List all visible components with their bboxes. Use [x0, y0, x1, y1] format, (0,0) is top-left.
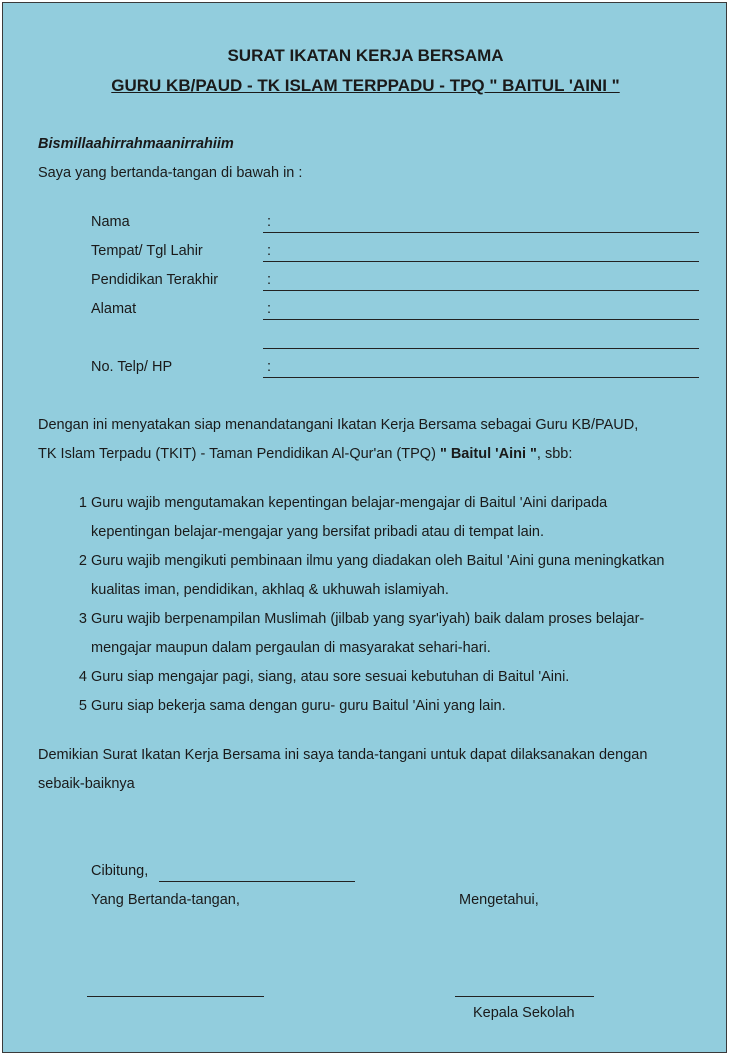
field-label-ttl: Tempat/ Tgl Lahir [91, 243, 203, 259]
point-number: 1 [78, 495, 87, 511]
signer-right-label: Mengetahui, [459, 892, 539, 908]
document-subtitle: GURU KB/PAUD - TK ISLAM TERPPADU - TPQ " BAITUL 'AINI " [111, 76, 620, 95]
greeting: Bismillaahirrahmaanirrahiim [38, 136, 234, 152]
field-line-pendidikan[interactable] [263, 290, 699, 291]
statement-line-2 [38, 446, 572, 462]
field-label-telp: No. Telp/ HP [91, 359, 173, 375]
point-5-line-1: Guru siap bekerja sama dengan guru- guru Baitul 'Aini yang lain. [91, 698, 506, 714]
document-title: SURAT IKATAN KERJA BERSAMA [227, 46, 504, 65]
statement-institution-name: " Baitul 'Aini " [439, 446, 537, 462]
field-line-nama[interactable] [263, 232, 699, 233]
field-line-alamat[interactable] [263, 319, 699, 320]
field-label-alamat: Alamat [91, 301, 137, 317]
document-page [2, 2, 727, 1053]
intro-text: Saya yang bertanda-tangan di bawah in : [38, 165, 303, 181]
point-1-line-1: Guru wajib mengutamakan kepentingan belajar-mengajar di Baitul 'Aini daripada [91, 495, 608, 511]
point-2-line-2: kualitas iman, pendidikan, akhlaq & ukhuwah islamiyah. [91, 582, 449, 598]
principal-label: Kepala Sekolah [473, 1005, 575, 1021]
date-line[interactable] [159, 881, 355, 882]
closing-line-2: sebaik-baiknya [38, 776, 135, 792]
field-line-ttl[interactable] [263, 261, 699, 262]
field-colon: : [267, 243, 272, 259]
signature-line-right[interactable] [455, 996, 594, 997]
statement-line-1: Dengan ini menyatakan siap menandatangani Ikatan Kerja Bersama sebagai Guru KB/PAUD, [38, 417, 639, 433]
field-colon: : [267, 272, 272, 288]
point-2-line-1: Guru wajib mengikuti pembinaan ilmu yang diadakan oleh Baitul 'Aini guna meningkatkan [91, 553, 665, 569]
signature-line-left[interactable] [87, 996, 264, 997]
field-label-pendidikan: Pendidikan Terakhir [91, 272, 219, 288]
point-number: 5 [78, 698, 87, 714]
statement-line-2-prefix: TK Islam Terpadu (TKIT) - Taman Pendidikan Al-Qur'an (TPQ) [38, 446, 440, 462]
field-colon: : [267, 214, 272, 230]
point-1-line-2: kepentingan belajar-mengajar yang bersifat pribadi atau di tempat lain. [91, 524, 545, 540]
signer-left-label: Yang Bertanda-tangan, [91, 892, 240, 908]
field-label-nama: Nama [91, 214, 130, 230]
point-3-line-1: Guru wajib berpenampilan Muslimah (jilbab yang syar'iyah) baik dalam proses belajar- [91, 611, 645, 627]
place-label: Cibitung, [91, 863, 149, 879]
point-4-line-1: Guru siap mengajar pagi, siang, atau sore sesuai kebutuhan di Baitul 'Aini. [91, 669, 570, 685]
statement-line-2-suffix: , sbb: [536, 446, 573, 462]
closing-line-1: Demikian Surat Ikatan Kerja Bersama ini saya tanda-tangani untuk dapat dilaksanakan dengan [38, 747, 648, 763]
field-line-alamat-2[interactable] [263, 348, 699, 349]
field-line-telp[interactable] [263, 377, 699, 378]
point-number: 3 [78, 611, 87, 627]
point-number: 4 [78, 669, 87, 685]
field-colon: : [267, 301, 272, 317]
point-3-line-2: mengajar maupun dalam pergaulan di masyarakat sehari-hari. [91, 640, 491, 656]
field-colon: : [267, 359, 272, 375]
point-number: 2 [78, 553, 87, 569]
